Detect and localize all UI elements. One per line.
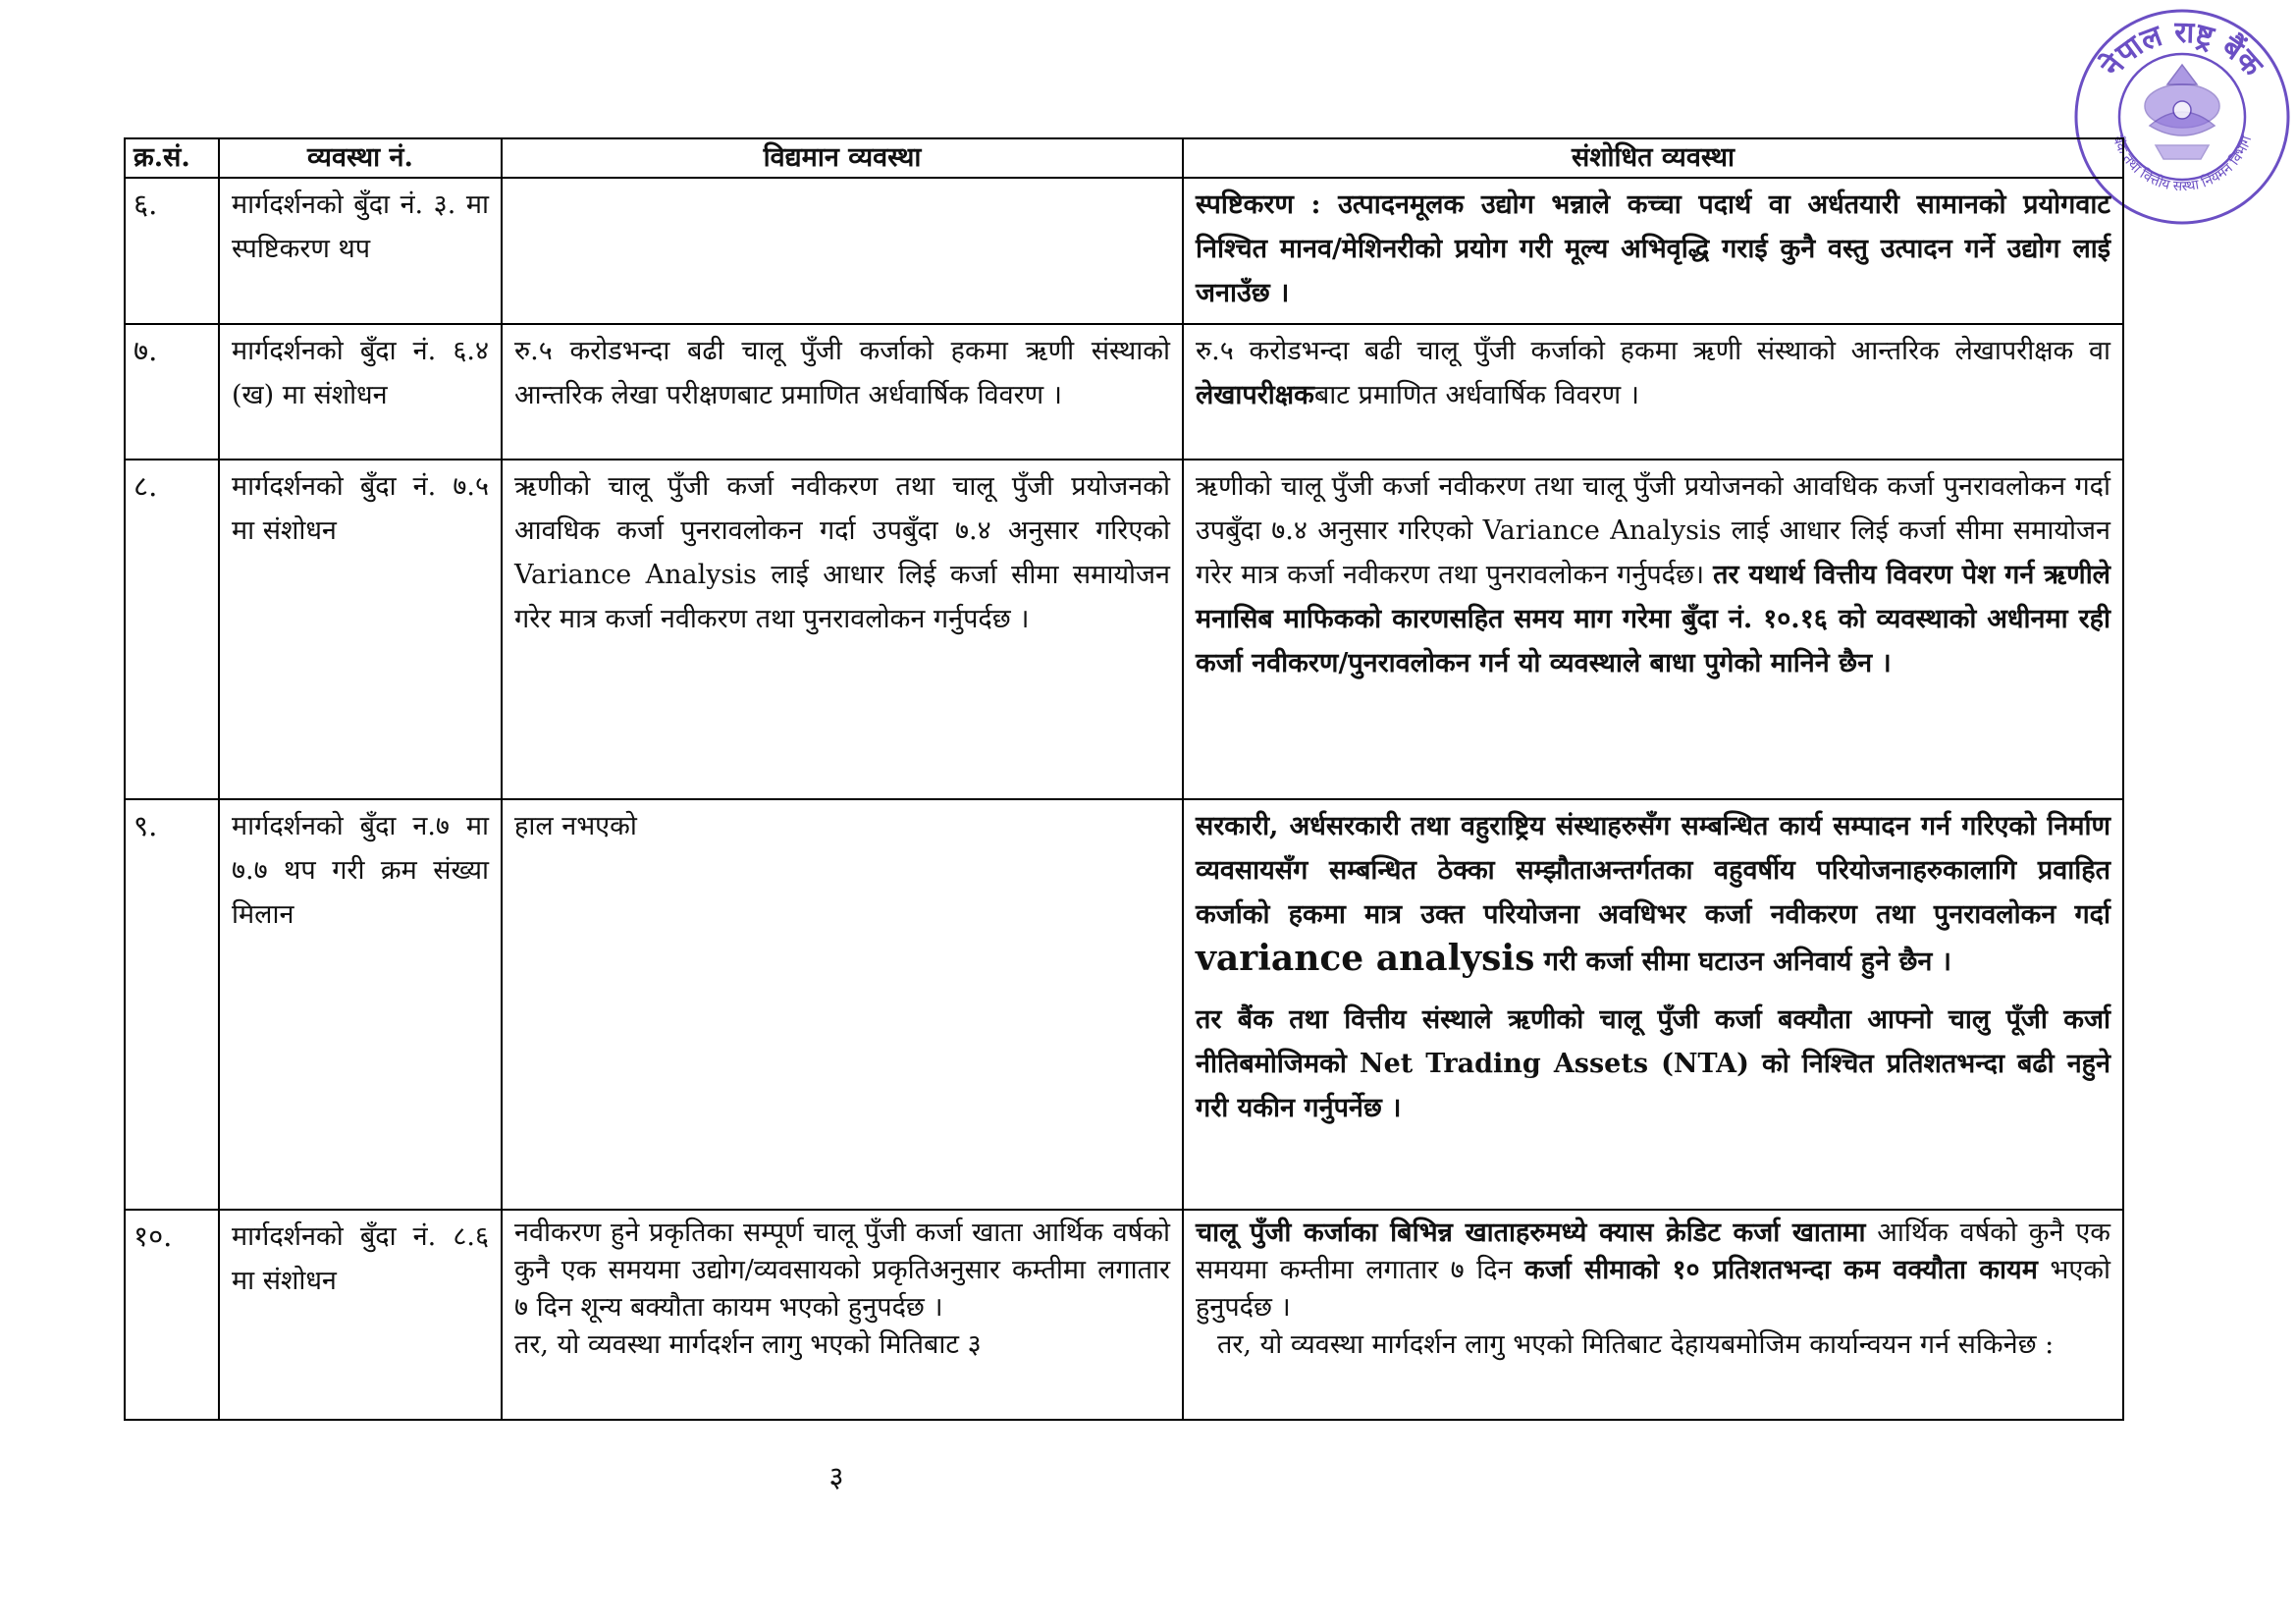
existing-paragraph-2: तर, यो व्यवस्था मार्गदर्शन लागु भएको मितिबाट ३ xyxy=(514,1329,982,1360)
amended-bold-text: गरी कर्जा सीमा घटाउन अनिवार्य हुने छैन । xyxy=(1534,947,1952,977)
table-row xyxy=(125,799,2123,1210)
seal-bottom-text: बैंक तथा वित्तीय संस्था नियमन विभाग xyxy=(2109,134,2256,195)
row-serial-number: ८. xyxy=(125,460,219,799)
row-amended-provision xyxy=(1183,324,2123,460)
row-provision-reference: मार्गदर्शनको बुँदा नं. ८.६ मा संशोधन xyxy=(219,1210,502,1420)
row-amended-provision xyxy=(1183,460,2123,799)
header-serial-number: क्र.सं. xyxy=(125,138,219,178)
amended-text: आर्थिक वर्षको कुनै एक समयमा कम्तीमा लगातार ७ दिन xyxy=(1196,1218,2110,1285)
amended-text: ऋणीको चालू पुँजी कर्जा नवीकरण तथा चालू पुँजी प्रयोजनको आवधिक कर्जा पुनरावलोकन गर्दा उपबुँदा ७.४ अनुसार गरिएको Variance Analysis लाई आधार लिई कर्जा सीमा समायोजन गरेर मात्र कर्जा नवीकरण तथा पुनरावलोकन गर्नुपर्दछ। xyxy=(1196,471,2110,590)
amended-bold-text: लेखापरीक्षक xyxy=(1196,380,1314,410)
amended-paragraph-1 xyxy=(1196,804,2110,984)
row-existing-provision xyxy=(502,178,1183,324)
row-existing-provision: ऋणीको चालू पुँजी कर्जा नवीकरण तथा चालू पुँजी प्रयोजनको आवधिक कर्जा पुनरावलोकन गर्दा उपबुँदा ७.४ अनुसार गरिएको Variance Analysis लाई आधार लिई कर्जा सीमा समायोजन गरेर मात्र कर्जा नवीकरण तथा पुनरावलोकन गर्नुपर्दछ । xyxy=(502,460,1183,799)
amended-bold-text: तर यथार्थ वित्तीय विवरण पेश गर्न ऋणीले मनासिब माफिकको कारणसहित समय माग गरेमा बुँदा नं. १०.१६ को व्यवस्थाको अधीनमा रही कर्जा नवीकरण/पुनरावलोकन गर्न यो व्यवस्थाले बाधा पुगेको मानिने छैन । xyxy=(1196,560,2110,678)
existing-paragraph-1: नवीकरण हुने प्रकृतिका सम्पूर्ण चालू पुँजी कर्जा खाता आर्थिक वर्षको कुनै एक समयमा उद्योग/व्यवसायको प्रकृतिअनुसार कम्तीमा लगातार ७ दिन शून्य बक्यौता कायम भएको हुनुपर्दछ । xyxy=(514,1218,1170,1323)
amended-paragraph-2: तर बैंक तथा वित्तीय संस्थाले ऋणीको चालू पुँजी कर्जा बक्यौता आफ्नो चालु पूँजी कर्जा नीतिबमोजिमको Net Trading Assets (NTA) को निश्चित प्रतिशतभन्दा बढी नहुने गरी यकीन गर्नुपर्नेछ । xyxy=(1196,1004,2110,1123)
amended-text: रु.५ करोडभन्दा बढी चालू पुँजी कर्जाको हकमा ऋणी संस्थाको आन्तरिक लेखापरीक्षक वा xyxy=(1196,336,2110,366)
row-serial-number: ७. xyxy=(125,324,219,460)
amended-paragraph-1 xyxy=(1196,1215,2110,1326)
amended-bold-text: स्पष्टिकरण : उत्पादनमूलक उद्योग भन्नाले कच्चा पदार्थ वा अर्धतयारी सामानको प्रयोगवाट निश्चित मानव/मेशिनरीको प्रयोग गरी मूल्य अभिवृद्धि गराई कुनै वस्तु उत्पादन गर्ने उद्योग लाई जनाउँछ । xyxy=(1196,189,2110,308)
row-provision-reference: मार्गदर्शनको बुँदा नं. ६.४ (ख) मा संशोधन xyxy=(219,324,502,460)
amended-english-term: variance analysis xyxy=(1196,938,1535,979)
table-header-row xyxy=(125,138,2123,178)
row-amended-provision xyxy=(1183,178,2123,324)
row-existing-provision: हाल नभएको xyxy=(502,799,1183,1210)
amended-text: बाट प्रमाणित अर्धवार्षिक विवरण । xyxy=(1313,380,1639,410)
row-provision-reference: मार्गदर्शनको बुँदा न.७ मा ७.७ थप गरी क्रम संख्या मिलान xyxy=(219,799,502,1210)
amended-paragraph-2: तर, यो व्यवस्था मार्गदर्शन लागु भएको मितिबाट देहायबमोजिम कार्यान्वयन गर्न सकिनेछ : xyxy=(1217,1329,2055,1360)
table-row xyxy=(125,460,2123,799)
header-amended-provision: संशोधित व्यवस्था xyxy=(1183,138,2123,178)
row-amended-provision xyxy=(1183,1210,2123,1420)
amended-bold-text: चालू पुँजी कर्जाका बिभिन्न खाताहरुमध्ये क्यास क्रेडिट कर्जा खातामा xyxy=(1196,1218,1866,1248)
table-row xyxy=(125,178,2123,324)
row-serial-number: १०. xyxy=(125,1210,219,1420)
page-number: ३ xyxy=(828,1460,844,1493)
amended-text: भएको हुनुपर्दछ । xyxy=(1196,1255,2110,1323)
row-amended-provision xyxy=(1183,799,2123,1210)
row-provision-reference: मार्गदर्शनको बुँदा नं. ३. मा स्पष्टिकरण थप xyxy=(219,178,502,324)
row-existing-provision xyxy=(502,1210,1183,1420)
amendment-table xyxy=(124,137,2124,1421)
table-row xyxy=(125,324,2123,460)
row-existing-provision: रु.५ करोडभन्दा बढी चालू पुँजी कर्जाको हकमा ऋणी संस्थाको आन्तरिक लेखा परीक्षणबाट प्रमाणित अर्धवार्षिक विवरण । xyxy=(502,324,1183,460)
amended-bold-text: कर्जा सीमाको १० प्रतिशतभन्दा कम वक्यौता कायम xyxy=(1523,1255,2038,1285)
seal-emblem xyxy=(2145,65,2219,159)
header-existing-provision: विद्यमान व्यवस्था xyxy=(502,138,1183,178)
row-serial-number: ६. xyxy=(125,178,219,324)
row-provision-reference: मार्गदर्शनको बुँदा नं. ७.५ मा संशोधन xyxy=(219,460,502,799)
header-provision-number: व्यवस्था नं. xyxy=(219,138,502,178)
seal-top-text: नेपाल राष्ट्र बैंक xyxy=(2094,15,2269,83)
row-serial-number: ९. xyxy=(125,799,219,1210)
amended-bold-text: सरकारी, अर्धसरकारी तथा वहुराष्ट्रिय संस्थाहरुसँग सम्बन्धित कार्य सम्पादन गर्न गरिएको निर्माण व्यवसायसँग सम्बन्धित ठेक्का सम्झौताअन्तर्गतका वहुवर्षीय परियोजनाहरुकालागि प्रवाहित कर्जाको हकमा मात्र उक्त परियोजना अवधिभर कर्जा नवीकरण तथा पुनरावलोकन गर्दा xyxy=(1196,811,2110,930)
table-row xyxy=(125,1210,2123,1420)
